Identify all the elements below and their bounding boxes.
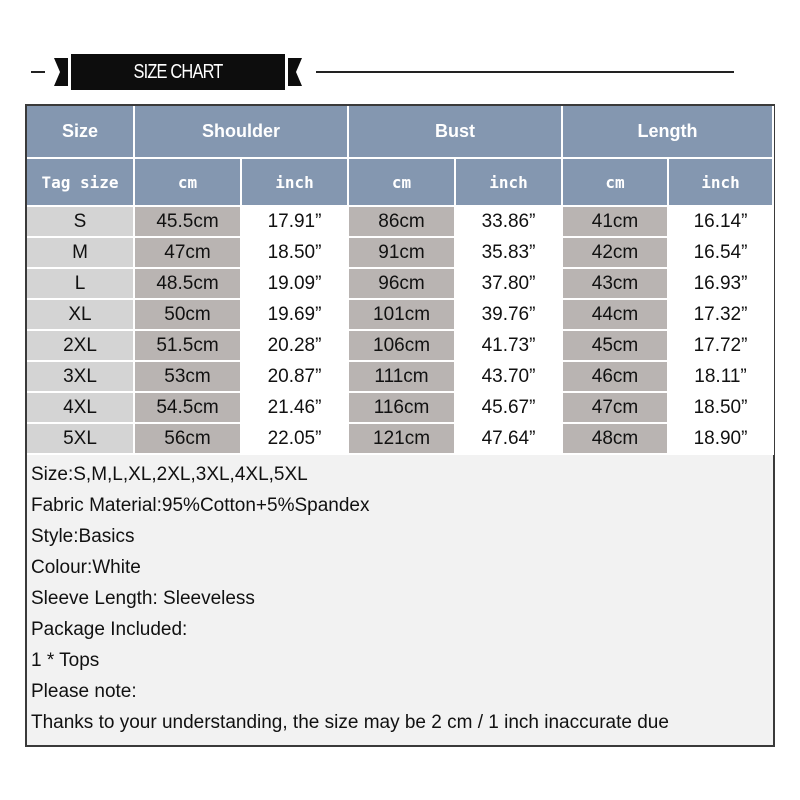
header-length: Length: [562, 106, 773, 158]
table-row: [27, 299, 773, 330]
header-bust: Bust: [348, 106, 562, 158]
table-row: [27, 268, 773, 299]
bust-cm-cell: 111cm: [348, 361, 455, 392]
info-colour-line: Colour:White: [31, 557, 141, 578]
header-row-groups: [27, 106, 773, 158]
title-rule-right: [316, 71, 734, 73]
table-row: [27, 330, 773, 361]
shoulder-inch-cell: 17.91”: [241, 206, 348, 237]
length-inch-cell: 17.72”: [668, 330, 773, 361]
size-cell: 5XL: [27, 423, 134, 454]
bust-cm-cell: 86cm: [348, 206, 455, 237]
size-cell: S: [27, 206, 134, 237]
size-cell: 2XL: [27, 330, 134, 361]
length-inch-cell: 16.54”: [668, 237, 773, 268]
length-cm-cell: 46cm: [562, 361, 668, 392]
bust-cm-cell: 91cm: [348, 237, 455, 268]
bust-inch-cell: 35.83”: [455, 237, 562, 268]
header-unit: inch: [668, 158, 773, 206]
header-size: Size: [27, 106, 134, 158]
header-row-units: [27, 158, 773, 206]
info-size-line: Size:S,M,L,XL,2XL,3XL,4XL,5XL: [31, 464, 308, 485]
bust-inch-cell: 37.80”: [455, 268, 562, 299]
length-cm-cell: 45cm: [562, 330, 668, 361]
length-inch-cell: 17.32”: [668, 299, 773, 330]
length-inch-cell: 18.50”: [668, 392, 773, 423]
shoulder-cm-cell: 56cm: [134, 423, 241, 454]
header-unit: cm: [134, 158, 241, 206]
header-unit: inch: [455, 158, 562, 206]
size-cell: L: [27, 268, 134, 299]
length-cm-cell: 42cm: [562, 237, 668, 268]
title-dash-left: [31, 71, 45, 73]
shoulder-cm-cell: 54.5cm: [134, 392, 241, 423]
length-inch-cell: 18.11”: [668, 361, 773, 392]
size-cell: M: [27, 237, 134, 268]
bust-cm-cell: 101cm: [348, 299, 455, 330]
info-note-text: Thanks to your understanding, the size may be 2 cm / 1 inch inaccurate due: [31, 712, 669, 733]
length-inch-cell: 18.90”: [668, 423, 773, 454]
table-row: [27, 206, 773, 237]
length-cm-cell: 47cm: [562, 392, 668, 423]
bust-inch-cell: 45.67”: [455, 392, 562, 423]
bust-cm-cell: 106cm: [348, 330, 455, 361]
bust-inch-cell: 41.73”: [455, 330, 562, 361]
shoulder-cm-cell: 50cm: [134, 299, 241, 330]
bust-inch-cell: 43.70”: [455, 361, 562, 392]
info-package-label: Package Included:: [31, 619, 188, 640]
shoulder-cm-cell: 48.5cm: [134, 268, 241, 299]
bust-inch-cell: 47.64”: [455, 423, 562, 454]
size-cell: XL: [27, 299, 134, 330]
shoulder-cm-cell: 45.5cm: [134, 206, 241, 237]
header-unit: inch: [241, 158, 348, 206]
bust-inch-cell: 33.86”: [455, 206, 562, 237]
shoulder-inch-cell: 19.69”: [241, 299, 348, 330]
size-cell: 4XL: [27, 392, 134, 423]
title-banner: [54, 54, 302, 90]
header-shoulder: Shoulder: [134, 106, 348, 158]
shoulder-cm-cell: 51.5cm: [134, 330, 241, 361]
size-chart-table: [25, 104, 775, 456]
shoulder-inch-cell: 20.87”: [241, 361, 348, 392]
shoulder-inch-cell: 22.05”: [241, 423, 348, 454]
table-row: [27, 237, 773, 268]
title-bar: [0, 52, 800, 92]
table-row: [27, 392, 773, 423]
shoulder-inch-cell: 20.28”: [241, 330, 348, 361]
table-row: [27, 423, 773, 454]
bust-cm-cell: 96cm: [348, 268, 455, 299]
info-sleeve-line: Sleeve Length: Sleeveless: [31, 588, 255, 609]
info-note-label: Please note:: [31, 681, 137, 702]
shoulder-inch-cell: 18.50”: [241, 237, 348, 268]
bust-cm-cell: 121cm: [348, 423, 455, 454]
length-cm-cell: 44cm: [562, 299, 668, 330]
table-row: [27, 361, 773, 392]
info-fabric-line: Fabric Material:95%Cotton+5%Spandex: [31, 495, 370, 516]
page-title: SIZE CHART: [133, 61, 223, 83]
header-tag-size: Tag size: [27, 158, 134, 206]
shoulder-cm-cell: 53cm: [134, 361, 241, 392]
header-unit: cm: [348, 158, 455, 206]
shoulder-cm-cell: 47cm: [134, 237, 241, 268]
product-info-box: [25, 455, 775, 747]
shoulder-inch-cell: 21.46”: [241, 392, 348, 423]
bust-inch-cell: 39.76”: [455, 299, 562, 330]
length-cm-cell: 48cm: [562, 423, 668, 454]
length-inch-cell: 16.93”: [668, 268, 773, 299]
bust-cm-cell: 116cm: [348, 392, 455, 423]
header-unit: cm: [562, 158, 668, 206]
length-inch-cell: 16.14”: [668, 206, 773, 237]
info-package-item: 1 * Tops: [31, 650, 100, 671]
length-cm-cell: 41cm: [562, 206, 668, 237]
shoulder-inch-cell: 19.09”: [241, 268, 348, 299]
length-cm-cell: 43cm: [562, 268, 668, 299]
info-style-line: Style:Basics: [31, 526, 135, 547]
size-cell: 3XL: [27, 361, 134, 392]
